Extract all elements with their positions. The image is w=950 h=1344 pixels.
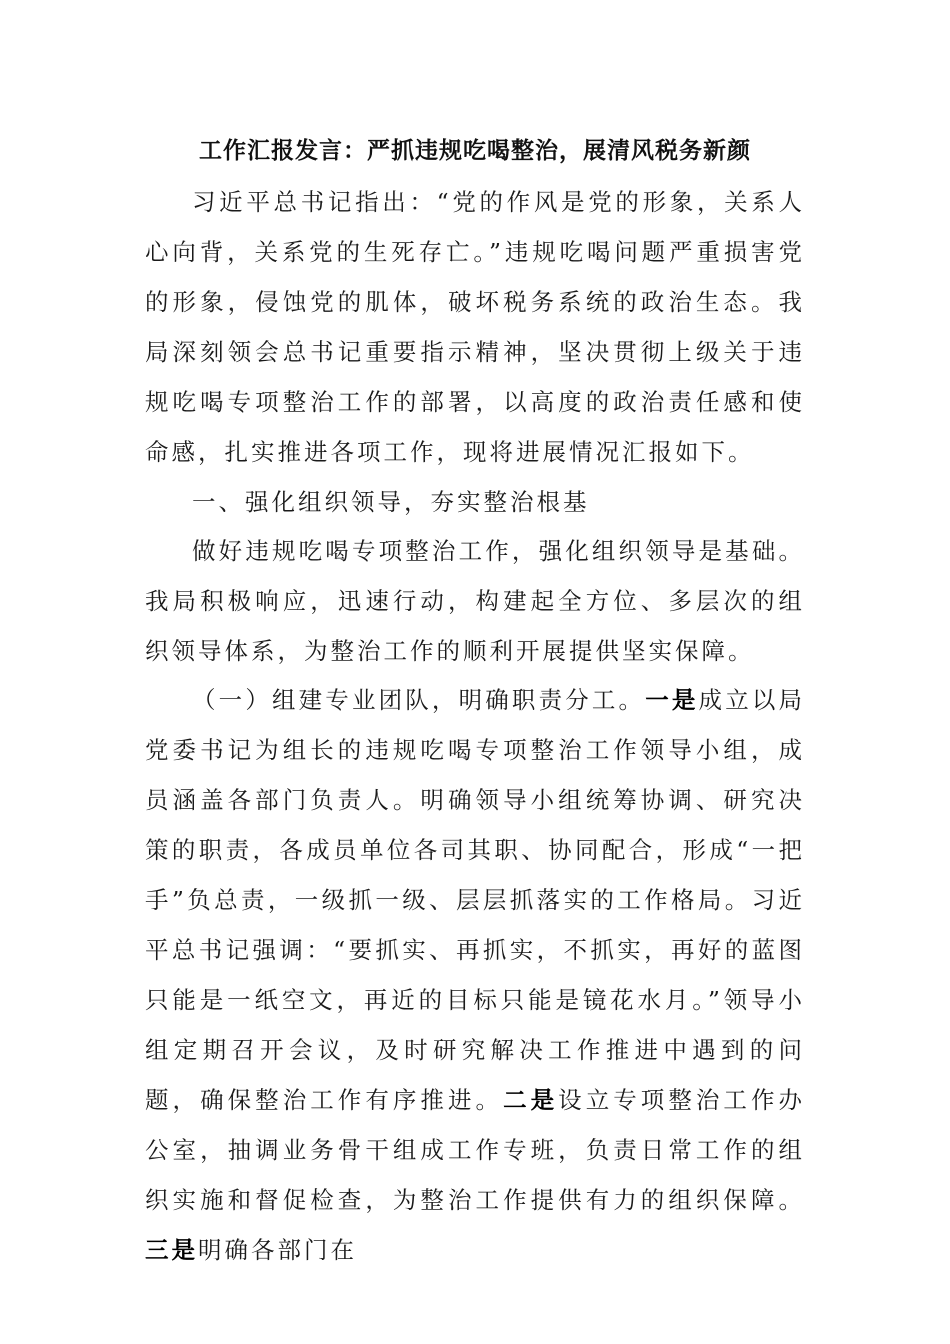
point-marker-3: 三是 — [145, 1236, 198, 1264]
point-marker-1: 一是 — [645, 686, 699, 714]
subsection-lead: （一）组建专业团队，明确职责分工。 — [192, 686, 646, 714]
point-marker-2: 二是 — [503, 1086, 559, 1114]
document-title: 工作汇报发言：严抓违规吃喝整治，展清风税务新颜 — [199, 137, 751, 164]
point-text-2: 设立专项整治工作办公室，抽调业务骨干组成工作专班，负责日常工作的组织实施和督促检查，为整治工作提供有力的组织保障。 — [145, 1086, 806, 1214]
point-text-3: 明确各部门在 — [198, 1236, 357, 1264]
section-heading: 一、强化组织领导，夯实整治根基 — [192, 488, 590, 516]
subsection-paragraph — [145, 675, 805, 1275]
point-text-1: 成立以局党委书记为组长的违规吃喝专项整治工作领导小组，成员涵盖各部门负责人。明确领导小组统筹协调、研究决策的职责，各成员单位各司其职、协同配合，形成“一把手”负总责，一级抓一级、层层抓落实的工作格局。习近平总书记强调：“要抓实、再抓实，不抓实，再好的蓝图只能是一纸空文，再近的目标只能是镜花水月。”领导小组定期召开会议，及时研究解决工作推进中遇到的问题，确保整治工作有序推进。 — [145, 686, 806, 1114]
intro-paragraph: 习近平总书记指出：“党的作风是党的形象，关系人心向背，关系党的生死存亡。”违规吃喝问题严重损害党的形象，侵蚀党的肌体，破坏税务系统的政治生态。我局深刻领会总书记重要指示精神，坚决贯彻上级关于违规吃喝专项整治工作的部署，以高度的政治责任感和使命感，扎实推进各项工作，现将进展情况汇报如下。 — [145, 188, 805, 466]
section-paragraph: 做好违规吃喝专项整治工作，强化组织领导是基础。我局积极响应，迅速行动，构建起全方位、多层次的组织领导体系，为整治工作的顺利开展提供坚实保障。 — [145, 537, 805, 665]
